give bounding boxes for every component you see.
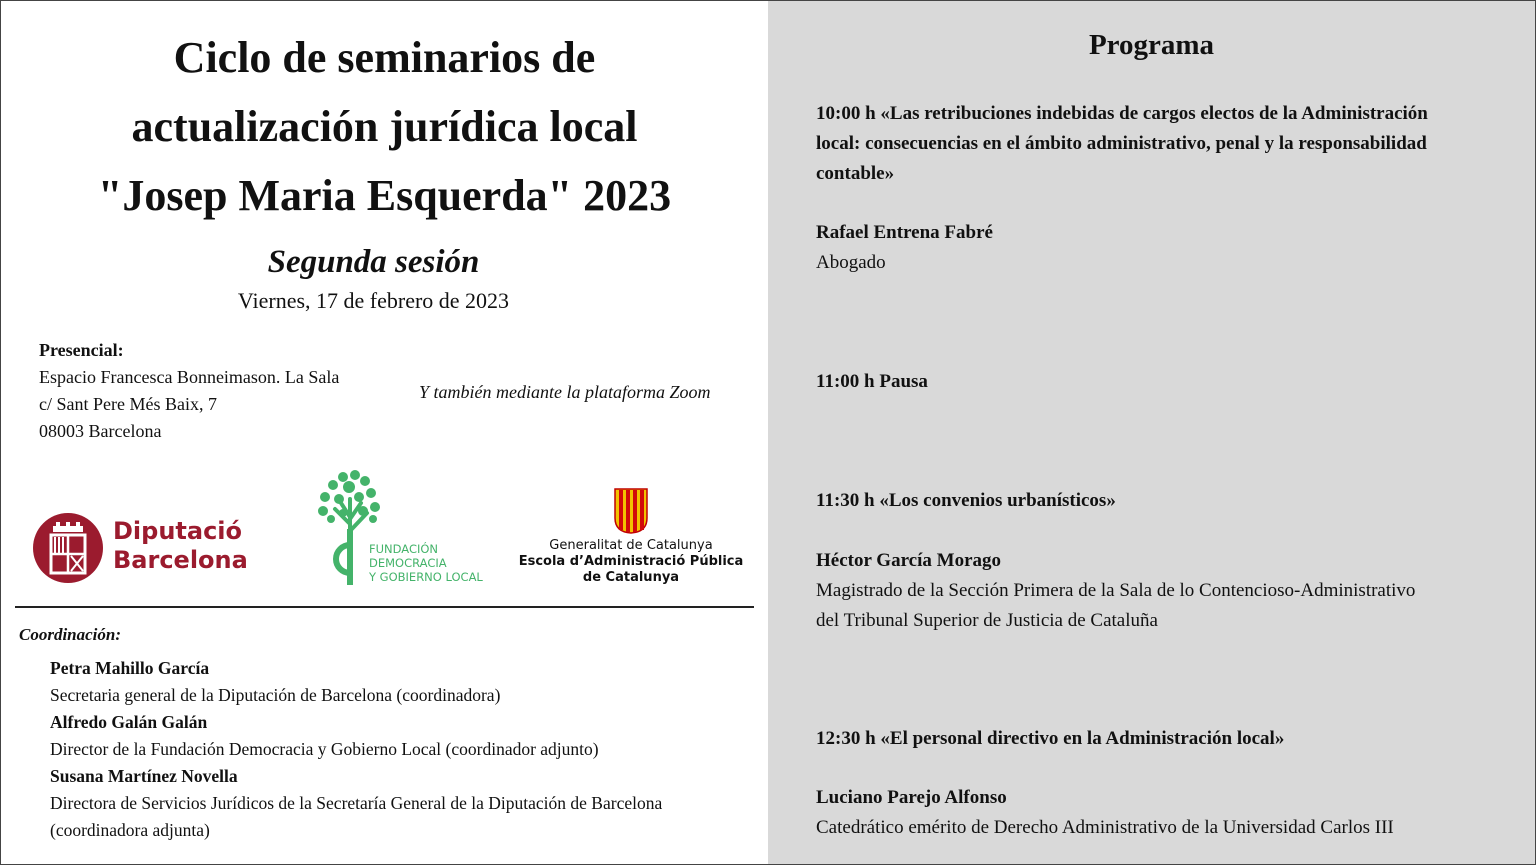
speaker-name: Luciano Parejo Alfonso <box>816 787 1007 808</box>
coordinator-name: Susana Martínez Novella <box>50 766 238 786</box>
session-date: Viernes, 17 de febrero de 2023 <box>237 288 510 313</box>
diputacio-barcelona-logo <box>31 511 261 585</box>
coordination-label: Coordinación: <box>19 625 122 644</box>
program-item-heading-line: contable» <box>816 163 895 184</box>
speaker-role: Magistrado de la Sección Primera de la Sala de lo Contencioso-Administrativo <box>816 580 1416 601</box>
program-item-heading <box>816 486 1496 516</box>
speaker-role: Abogado <box>816 252 886 273</box>
speaker-role: del Tribunal Superior de Justicia de Cataluña <box>816 610 1158 631</box>
fundacion-logo-line-2: DEMOCRACIA <box>369 556 447 570</box>
generalitat-logo-text <box>517 538 745 586</box>
program-item-heading <box>816 367 1496 397</box>
program-item-speaker-block <box>816 218 1496 278</box>
program-item-heading <box>816 724 1496 754</box>
coordination-list <box>50 655 662 844</box>
diputacio-logo-line-2: Barcelona <box>113 546 248 574</box>
program-item-speaker-block <box>816 546 1496 636</box>
venue-line-2: c/ Sant Pere Més Baix, 7 <box>39 394 217 414</box>
generalitat-shield-icon <box>614 488 648 534</box>
section-divider <box>15 606 754 608</box>
fundacion-democracia-logo <box>313 469 503 587</box>
session-title: Segunda sesión <box>267 244 480 280</box>
program-panel <box>768 1 1535 864</box>
coordinator-role: Directora de Servicios Jurídicos de la Secretaría General de la Diputación de Barcelona <box>50 793 663 813</box>
diputacio-logo-text <box>113 517 248 575</box>
speaker-name: Rafael Entrena Fabré <box>816 222 993 243</box>
coordinator-role-continued: (coordinadora adjunta) <box>50 820 210 840</box>
fundacion-logo-line-3: Y GOBIERNO LOCAL <box>369 570 483 584</box>
fundacion-logo-line-1: FUNDACIÓN <box>369 542 439 556</box>
generalitat-eapc-logo <box>517 488 745 588</box>
seminar-title-line-1: Ciclo de seminarios de <box>173 33 596 82</box>
program-title: Programa <box>1088 29 1215 61</box>
seminar-title-line-2: actualización jurídica local <box>131 102 638 151</box>
generalitat-logo-line-2: Escola d’Administració Pública <box>518 554 744 569</box>
speaker-role: Catedrático emérito de Derecho Administrativo de la Universidad Carlos III <box>816 817 1394 838</box>
generalitat-logo-line-1: Generalitat de Catalunya <box>549 538 713 553</box>
venue-line-3: 08003 Barcelona <box>39 421 162 441</box>
program-item-heading <box>816 99 1496 189</box>
seminar-title-line-3: "Josep Maria Esquerda" 2023 <box>97 171 672 220</box>
venue-line-1: Espacio Francesca Bonneimason. La Sala <box>39 367 340 387</box>
venue-block <box>39 337 339 445</box>
program-item-heading-line: 11:30 h «Los convenios urbanísticos» <box>816 490 1116 511</box>
fundacion-logo-text <box>369 542 483 584</box>
generalitat-logo-line-3: de Catalunya <box>582 570 680 585</box>
zoom-note: Y también mediante la plataforma Zoom <box>419 382 711 402</box>
program-item-heading-line: 11:00 h Pausa <box>816 371 928 392</box>
program-item-heading-line: local: consecuencias en el ámbito administrativo, penal y la responsabilidad <box>816 133 1427 154</box>
speaker-name: Héctor García Morago <box>816 550 1002 571</box>
program-item-heading-line: 12:30 h «El personal directivo en la Administración local» <box>816 728 1285 749</box>
diputacio-logo-line-1: Diputació <box>113 517 243 545</box>
program-item-heading-line: 10:00 h «Las retribuciones indebidas de cargos electos de la Administración <box>816 103 1428 124</box>
coordinator-role: Secretaria general de la Diputación de Barcelona (coordinadora) <box>50 685 501 705</box>
coordinator-name: Alfredo Galán Galán <box>50 712 208 732</box>
venue-label: Presencial: <box>39 340 124 360</box>
seminar-title <box>1 23 768 230</box>
coordinator-role: Director de la Fundación Democracia y Gobierno Local (coordinador adjunto) <box>50 739 599 759</box>
program-item-speaker-block <box>816 783 1496 843</box>
diputacio-emblem-icon <box>31 511 105 585</box>
left-panel <box>1 1 768 864</box>
coordinator-name: Petra Mahillo García <box>50 658 210 678</box>
